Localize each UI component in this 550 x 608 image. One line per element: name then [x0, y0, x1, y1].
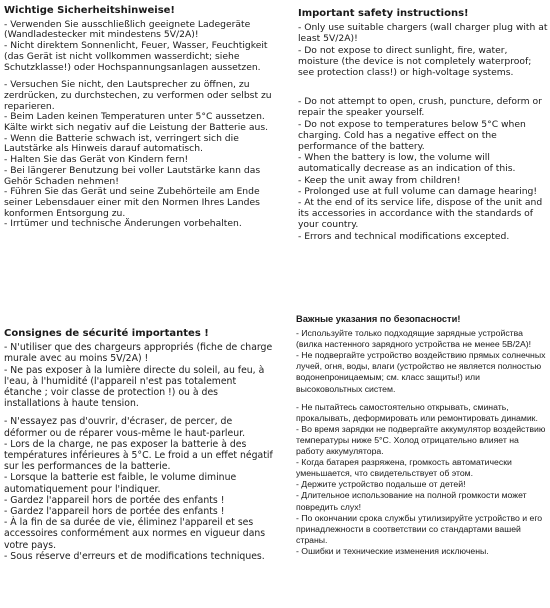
english-item: - When the battery is low, the volume will automatically decrease as an indication of this.	[298, 152, 516, 175]
french-item: - Ne pas exposer à la lumière directe du soleil, au feu, à l'eau, à l'humidité (l'appareil n'est pas totalement étanche ; voir classe de protection !) ou à des installations à haute tension.	[4, 364, 265, 410]
section-russian	[296, 314, 548, 557]
german-title: Wichtige Sicherheitshinweise!	[4, 5, 175, 16]
french-item: - N'essayez pas d'ouvrir, d'écraser, de percer, de déformer ou de réparer vous-même le haut-parleur.	[4, 416, 246, 439]
german-item: - Bei längerer Benutzung bei voller Lautstärke kann das Gehör Schaden nehmen!	[4, 164, 261, 187]
russian-item: - Во время зарядки не подвергайте аккумулятор воздействию температуры ниже 5°С. Холод отрицательно влияет на работу аккумулятора.	[296, 423, 546, 457]
english-item: - Do not attempt to open, crush, puncture, deform or repair the speaker yourself.	[298, 96, 542, 119]
english-item: - Errors and technical modifications excepted.	[298, 230, 510, 242]
english-item: - Do not expose to temperatures below 5°C when charging. Cold has a negative effect on the performance of the battery.	[298, 118, 526, 153]
russian-item: - Когда батарея разряжена, громкость автоматически уменьшается, что свидетельствует об этом.	[296, 457, 512, 479]
french-item: - Lorsque la batterie est faible, le volume diminue automatiquement pour l'indiquer.	[4, 472, 237, 495]
french-item: - Gardez l'appareil hors de portée des enfants !	[4, 494, 225, 506]
french-item: - Sous réserve d'erreurs et de modifications techniques.	[4, 550, 265, 562]
section-french	[4, 328, 276, 562]
french-item: - À la fin de sa durée de vie, éliminez l'appareil et ses accessoires conformément aux normes en vigueur dans votre pays.	[4, 517, 266, 551]
german-item: - Beim Laden keinen Temperaturen unter 5°C aussetzen. Kälte wirkt sich negativ auf die Leistung der Batterie aus.	[4, 111, 269, 134]
english-item: - Prolonged use at full volume can damage hearing!	[298, 185, 538, 197]
russian-item: - Держите устройство подальше от детей!	[296, 479, 466, 490]
german-item: - Nicht direktem Sonnenlicht, Feuer, Wasser, Feuchtigkeit (das Gerät ist nicht vollkommen wasserdicht; siehe Schutzklasse!) oder Hochspannungsanlagen aussetzen.	[4, 40, 268, 73]
section-german	[4, 6, 276, 230]
english-item: - Keep the unit away from children!	[298, 174, 461, 186]
german-item: - Versuchen Sie nicht, den Lautsprecher zu öffnen, zu zerdrücken, zu durchstechen, zu verformen oder selbst zu reparieren.	[4, 79, 272, 112]
french-title: Consignes de sécurité importantes !	[4, 328, 209, 339]
german-item: - Irrtümer und technische Änderungen vorbehalten.	[4, 218, 242, 230]
german-item: - Wenn die Batterie schwach ist, verringert sich die Lautstärke als Hinweis darauf automatisch.	[4, 132, 239, 155]
english-item: - Do not expose to direct sunlight, fire, water, moisture (the device is not completely waterproof; see protection class!) or high-voltage systems.	[298, 44, 532, 79]
russian-item: - Не подвергайте устройство воздействию прямых солнечных лучей, огня, воды, влаги (устройство не является полностью водонепроницаемым; см. класс защиты!) или высоковольтных систем.	[296, 350, 546, 394]
french-item: - Gardez l'appareil hors de portée des enfants !	[4, 506, 225, 518]
russian-item: - Используйте только подходящие зарядные устройства (вилка настенного зарядного устройства не менее 5В/2А)!	[296, 328, 532, 350]
section-english	[298, 8, 548, 242]
german-item: - Halten Sie das Gerät von Kindern fern!	[4, 154, 189, 166]
russian-item: - Ошибки и технические изменения исключены.	[296, 545, 489, 556]
french-item: - N'utiliser que des chargeurs appropriés (fiche de charge murale avec au moins 5V/2A) !	[4, 342, 273, 365]
english-title: Important safety instructions!	[298, 8, 469, 19]
german-item: - Verwenden Sie ausschließlich geeignete Ladegeräte (Wandladestecker mit mindestens 5V/2A)!	[4, 18, 251, 41]
english-item: - At the end of its service life, dispose of the unit and its accessories in accordance with the standards of your country.	[298, 197, 543, 231]
french-item: - Lors de la charge, ne pas exposer la batterie à des températures inférieures à 5°C. Le froid a un effet négatif sur les performances de la batterie.	[4, 438, 273, 473]
russian-item: - Не пытайтесь самостоятельно открывать, сминать, прокалывать, деформировать или ремонтировать динамик.	[296, 401, 538, 423]
german-item: - Führen Sie das Gerät und seine Zubehörteile am Ende seiner Lebensdauer einer mit den Normen Ihres Landes konformen Entsorgung zu.	[4, 186, 260, 219]
english-item: - Only use suitable chargers (wall charger plug with at least 5V/2A)!	[298, 22, 548, 45]
russian-title: Важные указания по безопасности!	[296, 314, 461, 324]
russian-item: - По окончании срока службы утилизируйте устройство и его принадлежности в соответствии со стандартами вашей страны.	[296, 512, 543, 545]
russian-item: - Длительное использование на полной громкости может повредить слух!	[296, 490, 527, 512]
